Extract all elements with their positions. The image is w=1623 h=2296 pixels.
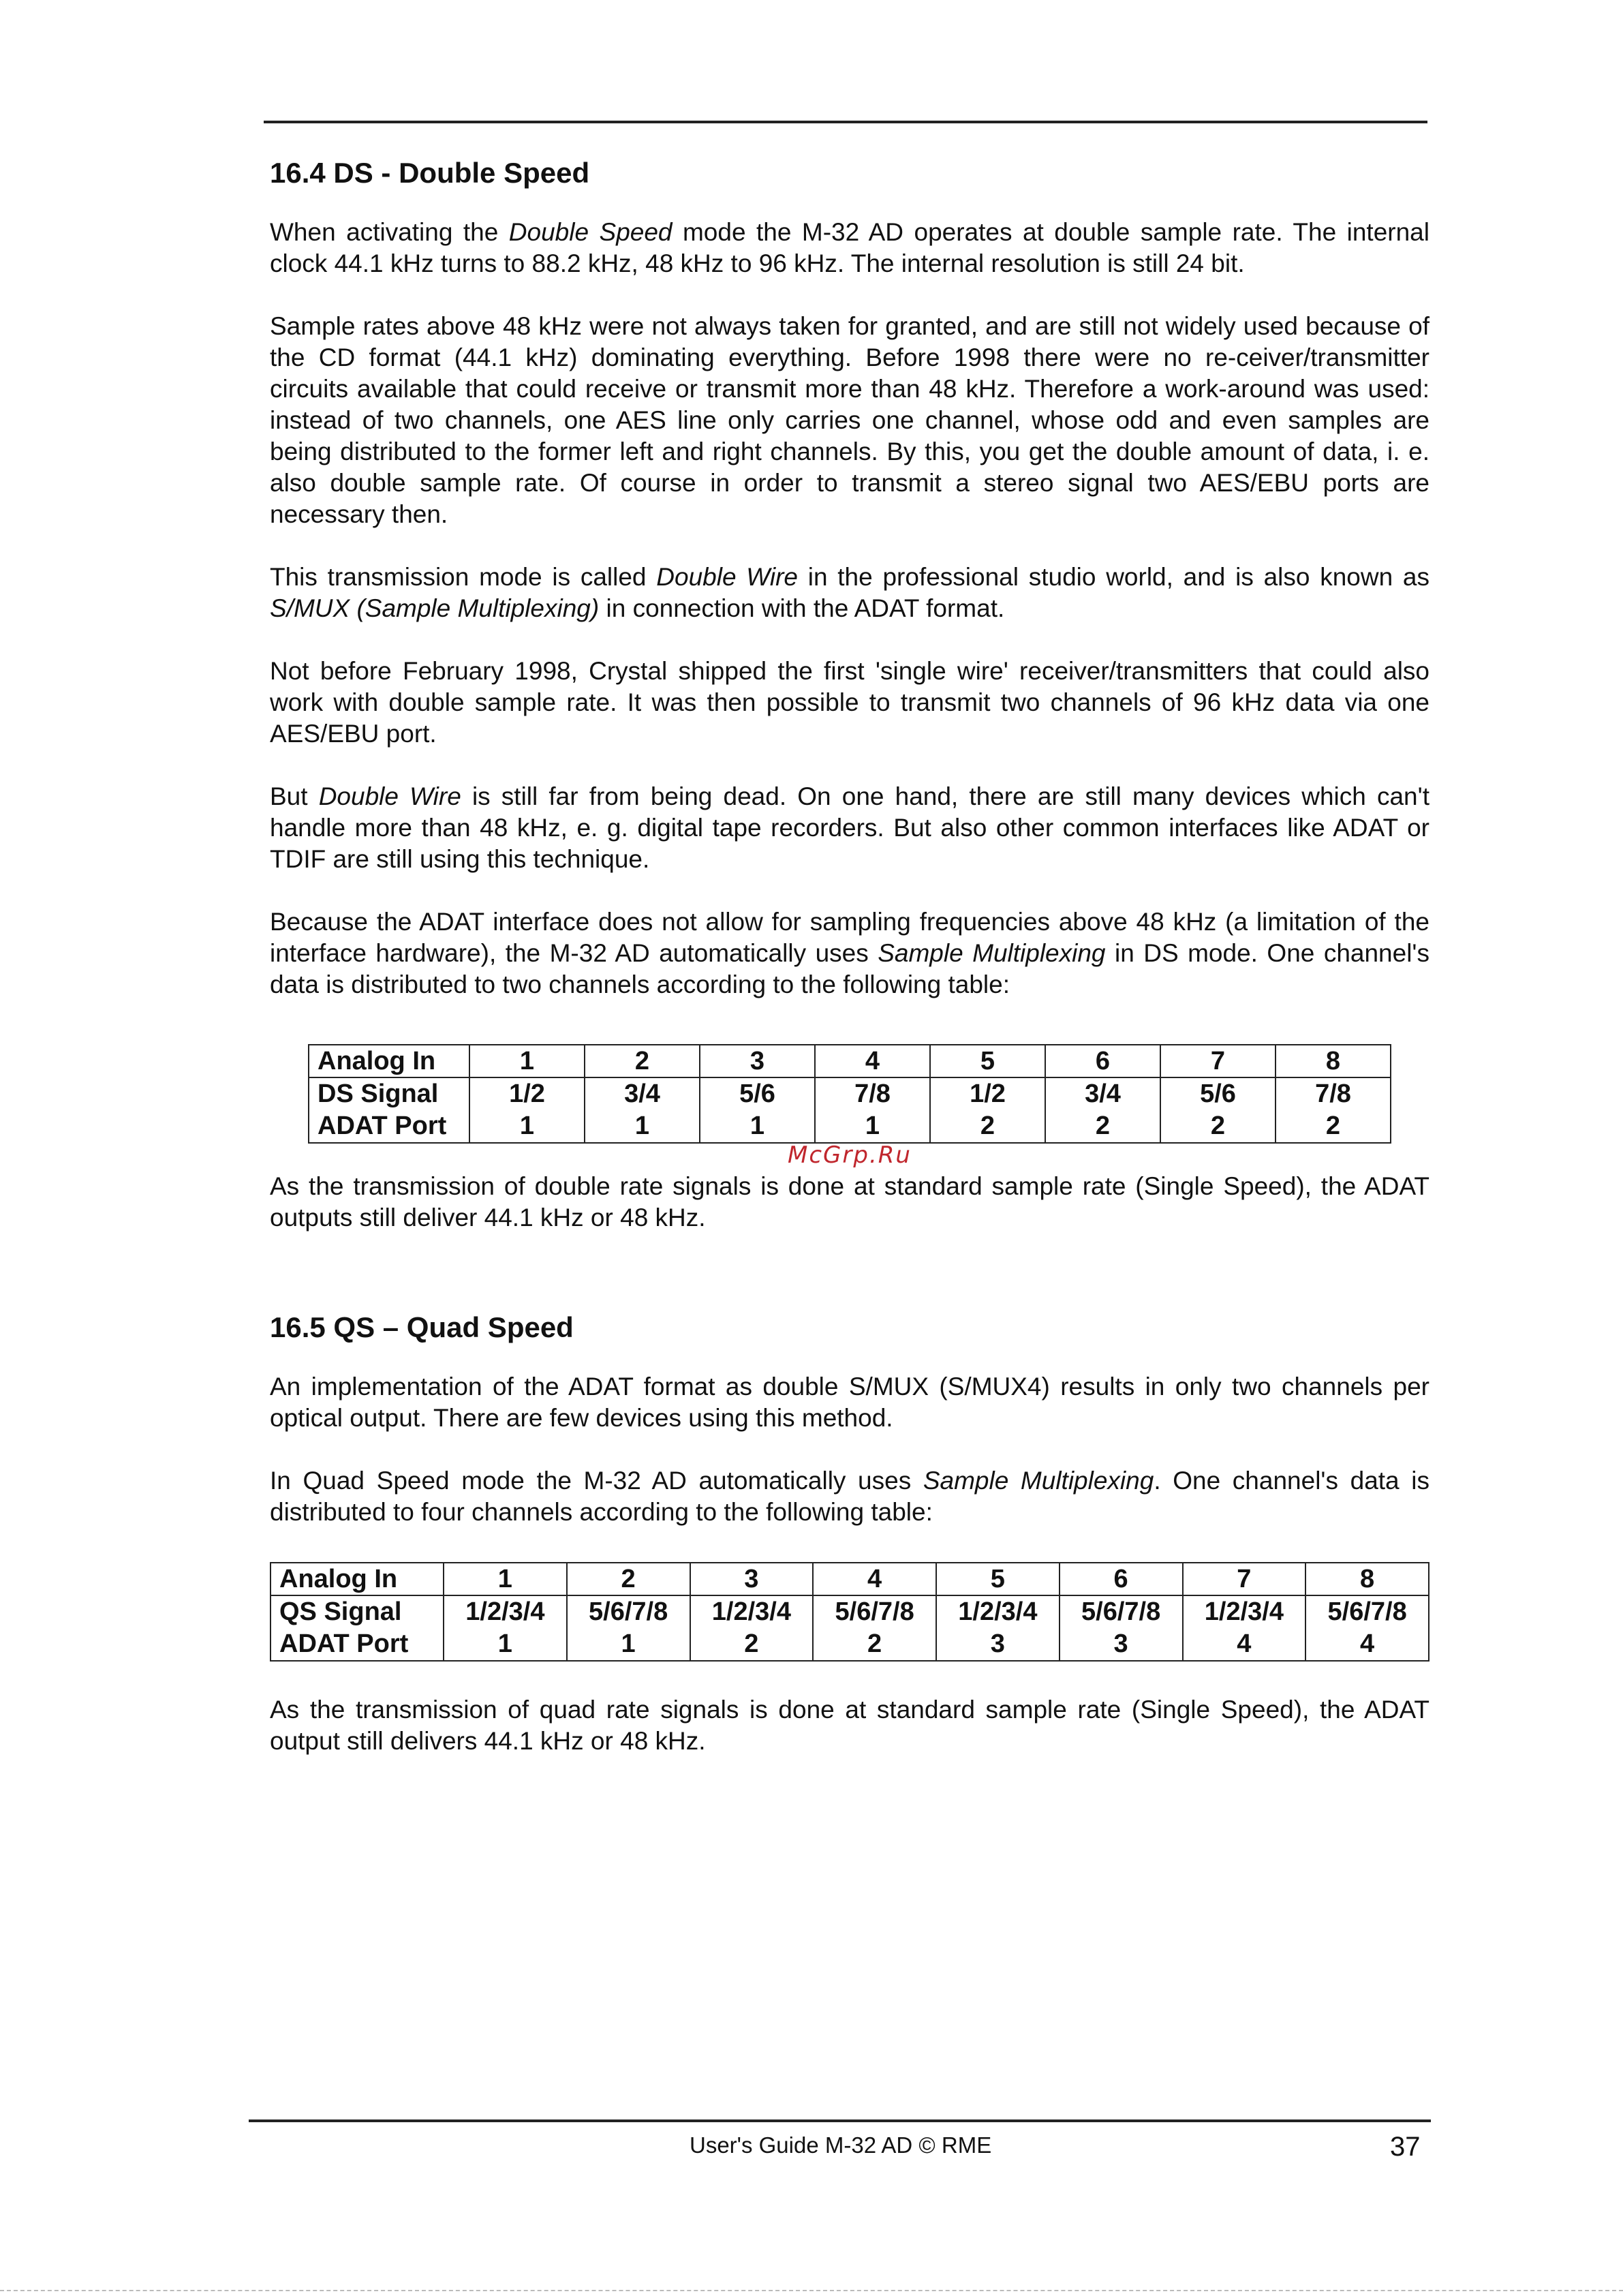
table-cell: 3 xyxy=(690,1563,814,1595)
port-value: 2 xyxy=(867,1629,882,1658)
emphasis: Sample Multiplexing xyxy=(878,939,1106,967)
section-title-16-5: 16.5 QS – Quad Speed xyxy=(270,1311,574,1343)
port-value: 1 xyxy=(749,1112,765,1140)
row-label-signal: QS Signal xyxy=(279,1597,402,1626)
text-run: When activating the xyxy=(270,218,509,246)
paragraph xyxy=(270,1465,1429,1528)
table-cell xyxy=(690,1595,814,1661)
row-label-signal-port xyxy=(270,1595,444,1661)
text-run: This transmission mode is called xyxy=(270,563,657,591)
table-cell: 5 xyxy=(936,1563,1060,1595)
table-cell xyxy=(1060,1595,1183,1661)
header-rule xyxy=(264,121,1427,123)
footer-text: User's Guide M-32 AD © RME xyxy=(690,2132,992,2158)
signal-value: 3/4 xyxy=(1085,1080,1121,1108)
table-cell xyxy=(1305,1595,1429,1661)
signal-value: 7/8 xyxy=(1315,1080,1351,1108)
table-cell: 3 xyxy=(700,1045,815,1077)
port-value: 2 xyxy=(1095,1112,1111,1140)
table-cell: 4 xyxy=(815,1045,930,1077)
emphasis: Double Wire xyxy=(656,563,798,591)
table-cell: 1 xyxy=(444,1563,567,1595)
table-cell xyxy=(444,1595,567,1661)
row-label-analog-in: Analog In xyxy=(270,1563,444,1595)
paragraph: As the transmission of double rate signals is done at standard sample rate (Single Speed), the ADAT outputs still deliver 44.1 kHz or 48 kHz. xyxy=(270,1172,1429,1231)
table-cell xyxy=(700,1077,815,1143)
signal-value: 5/6/7/8 xyxy=(1081,1597,1161,1626)
row-label-signal-port xyxy=(309,1077,469,1143)
table-row xyxy=(309,1045,1391,1077)
page-number: 37 xyxy=(1390,2132,1421,2162)
port-value: 2 xyxy=(744,1629,759,1658)
paragraph: Not before February 1998, Crystal shipped the first 'single wire' receiver/transmitters that could also work with double sample rate. It was then possible to transmit two channels of 96 kHz data via one AES/EBU port. xyxy=(270,657,1429,748)
signal-value: 5/6/7/8 xyxy=(835,1597,914,1626)
text-run: in the professional studio world, and is also known as xyxy=(797,563,1429,591)
table-row xyxy=(270,1595,1429,1661)
table-cell xyxy=(1160,1077,1276,1143)
paragraph: Sample rates above 48 kHz were not always taken for granted, and are still not widely used because of the CD format (44.1 kHz) dominating everything. Before 1998 there were no re-ceiver/transmitter circuits available that could receive or transmit more than 48 kHz. Therefore a work-around was used: instead of two channels, one AES line only carries one channel, whose odd and even samples are being distributed to the former left and right channels. By this, you get the double amount of data, i. e. also double sample rate. Of course in order to transmit a stereo signal two AES/EBU ports are necessary then. xyxy=(270,312,1429,528)
signal-value: 1/2/3/4 xyxy=(958,1597,1038,1626)
text-run: in connection with the ADAT format. xyxy=(599,594,1005,622)
port-value: 1 xyxy=(497,1629,512,1658)
port-value: 1 xyxy=(634,1112,650,1140)
row-label-port: ADAT Port xyxy=(279,1629,409,1658)
port-value: 2 xyxy=(980,1112,995,1140)
table-cell xyxy=(567,1595,690,1661)
signal-value: 5/6/7/8 xyxy=(589,1597,668,1626)
emphasis: Double Speed xyxy=(508,218,673,246)
table-cell xyxy=(813,1595,936,1661)
table-cell xyxy=(1045,1077,1160,1143)
row-label-port: ADAT Port xyxy=(318,1112,447,1140)
table-cell: 4 xyxy=(813,1563,936,1595)
text-run: In Quad Speed mode the M-32 AD automatically uses xyxy=(270,1467,923,1495)
port-value: 1 xyxy=(519,1112,535,1140)
ds-channel-table xyxy=(308,1044,1391,1144)
port-value: 4 xyxy=(1360,1629,1375,1658)
text-run: mode the M-32 AD operates at double sample rate. The internal clock 44.1 kHz turns to 88.2 kHz, 48 kHz to 96 kHz. The internal resolution is still 24 bit. xyxy=(270,218,1429,277)
text-run: in DS mode. One channel's data is distributed to two channels according to the following table: xyxy=(270,939,1429,998)
port-value: 3 xyxy=(990,1629,1005,1658)
paragraph xyxy=(270,781,1429,875)
text-run: But xyxy=(270,782,319,810)
table-cell xyxy=(1276,1077,1391,1143)
row-label-analog-in: Analog In xyxy=(309,1045,469,1077)
watermark: McGrp.Ru xyxy=(788,1142,912,1169)
row-label-signal: DS Signal xyxy=(318,1080,439,1108)
table-cell: 5 xyxy=(930,1045,1045,1077)
text-run: Because the ADAT interface does not allow for sampling frequencies above 48 kHz (a limitation of the interface hardware), the M-32 AD automatically uses xyxy=(270,908,1429,967)
signal-value: 1/2 xyxy=(970,1080,1006,1108)
signal-value: 1/2/3/4 xyxy=(465,1597,545,1626)
signal-value: 1/2 xyxy=(509,1080,545,1108)
signal-value: 5/6/7/8 xyxy=(1327,1597,1407,1626)
section-title-16-4: 16.4 DS - Double Speed xyxy=(270,157,590,189)
table-cell: 1 xyxy=(469,1045,585,1077)
port-value: 3 xyxy=(1113,1629,1128,1658)
table-row xyxy=(270,1563,1429,1595)
signal-value: 1/2/3/4 xyxy=(711,1597,791,1626)
table-row xyxy=(309,1077,1391,1143)
text-run: . One channel's data is distributed to four channels according to the following table: xyxy=(270,1467,1429,1526)
text-run: is still far from being dead. On one hand, there are still many devices which can't handle more than 48 kHz, e. g. digital tape recorders. But also other common interfaces like ADAT or TDIF are still using this technique. xyxy=(270,782,1429,873)
signal-value: 5/6 xyxy=(739,1080,775,1108)
table-cell: 7 xyxy=(1183,1563,1306,1595)
port-value: 2 xyxy=(1325,1112,1341,1140)
emphasis: Sample Multiplexing xyxy=(923,1467,1154,1495)
emphasis: Double Wire xyxy=(318,782,461,810)
table-cell xyxy=(585,1077,700,1143)
table-cell xyxy=(930,1077,1045,1143)
paragraph xyxy=(270,217,1429,279)
footer-rule xyxy=(249,2119,1431,2122)
table-cell: 6 xyxy=(1045,1045,1160,1077)
page-content xyxy=(270,155,1429,1757)
port-value: 1 xyxy=(621,1629,636,1658)
paragraph xyxy=(270,906,1429,1000)
signal-value: 1/2/3/4 xyxy=(1204,1597,1284,1626)
paragraph: An implementation of the ADAT format as double S/MUX (S/MUX4) results in only two channels per optical output. There are few devices using this method. xyxy=(270,1373,1429,1432)
table-cell xyxy=(469,1077,585,1143)
qs-channel-table xyxy=(270,1562,1429,1662)
table-cell: 2 xyxy=(567,1563,690,1595)
signal-value: 7/8 xyxy=(854,1080,891,1108)
table-cell: 7 xyxy=(1160,1045,1276,1077)
page-edge-divider xyxy=(0,2290,1623,2291)
table-cell: 2 xyxy=(585,1045,700,1077)
table-cell: 6 xyxy=(1060,1563,1183,1595)
table-cell xyxy=(1183,1595,1306,1661)
signal-value: 5/6 xyxy=(1200,1080,1236,1108)
paragraph: As the transmission of quad rate signals is done at standard sample rate (Single Speed), the ADAT output still delivers 44.1 kHz or 48 kHz. xyxy=(270,1696,1429,1755)
table-cell: 8 xyxy=(1305,1563,1429,1595)
table-cell xyxy=(815,1077,930,1143)
port-value: 2 xyxy=(1210,1112,1226,1140)
port-value: 1 xyxy=(865,1112,880,1140)
table-cell: 8 xyxy=(1276,1045,1391,1077)
paragraph xyxy=(270,562,1429,624)
table-cell xyxy=(936,1595,1060,1661)
signal-value: 3/4 xyxy=(624,1080,660,1108)
emphasis: S/MUX (Sample Multiplexing) xyxy=(270,594,600,622)
port-value: 4 xyxy=(1237,1629,1252,1658)
